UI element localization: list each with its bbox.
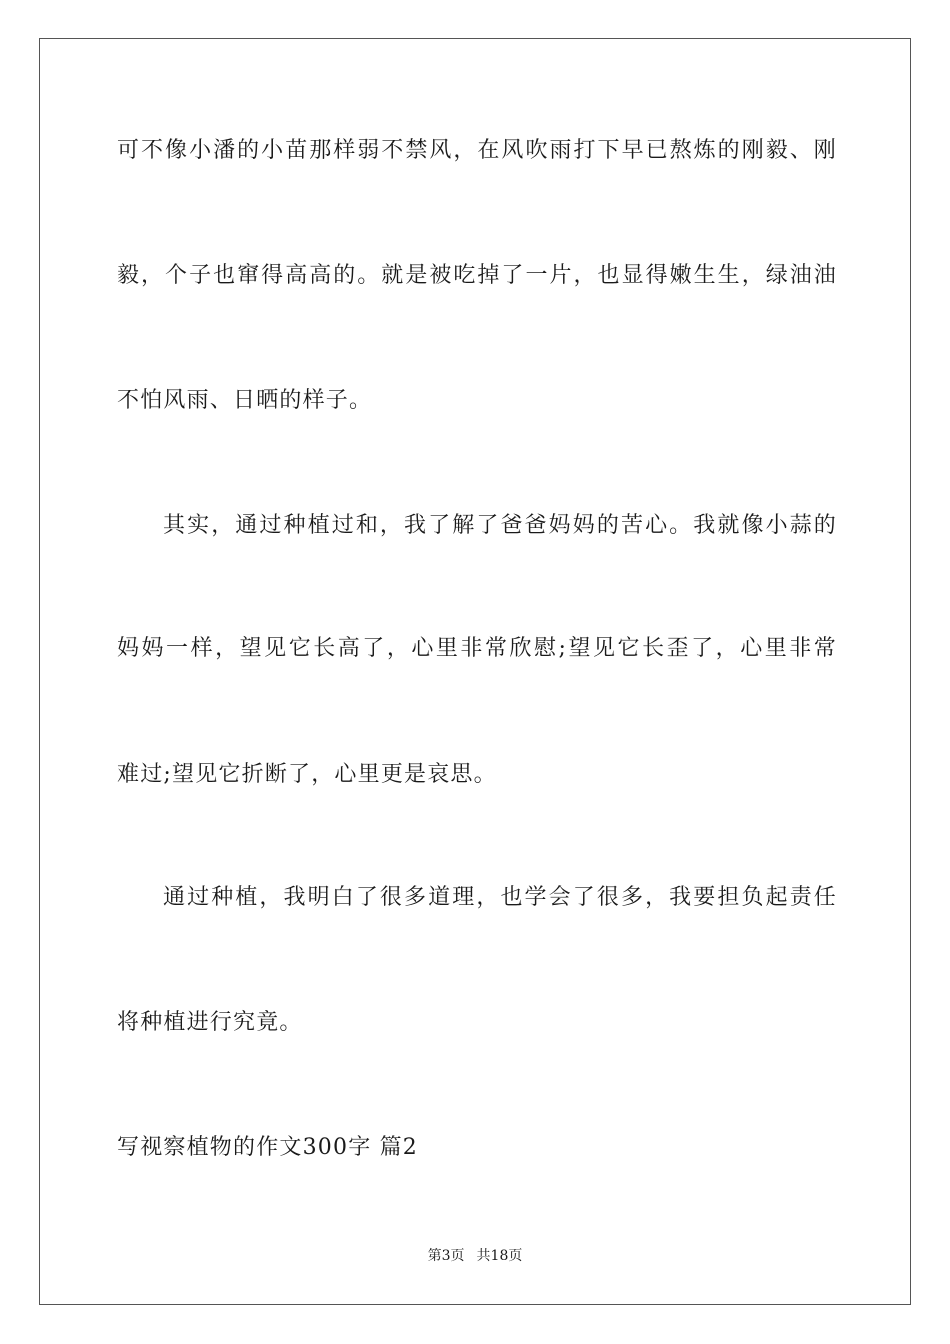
page-number-current: 第3页 bbox=[427, 1248, 465, 1264]
body-line-7: 通过种植，我明白了很多道理，也学会了很多，我要担负起责任 bbox=[163, 885, 837, 910]
body-line-2: 毅，个子也窜得高高的。就是被吃掉了一片，也显得嫩生生，绿油油 bbox=[117, 263, 837, 288]
body-line-1: 可不像小潘的小苗那样弱不禁风，在风吹雨打下早已熬炼的刚毅、刚 bbox=[117, 138, 837, 163]
body-line-3: 不怕风雨、日晒的样子。 bbox=[117, 388, 373, 413]
page-border bbox=[39, 38, 911, 1305]
body-line-6: 难过;望见它折断了，心里更是哀思。 bbox=[117, 762, 497, 787]
body-line-4: 其实，通过种植过和，我了解了爸爸妈妈的苦心。我就像小蒜的 bbox=[163, 513, 837, 538]
page-number-total: 共18页 bbox=[476, 1248, 523, 1264]
body-line-5: 妈妈一样，望见它长高了，心里非常欣慰;望见它长歪了，心里非常 bbox=[117, 636, 837, 661]
page-footer bbox=[0, 1247, 950, 1265]
body-line-8: 将种植进行究竟。 bbox=[117, 1010, 303, 1035]
section-heading: 写视察植物的作文300字 篇2 bbox=[117, 1135, 418, 1160]
